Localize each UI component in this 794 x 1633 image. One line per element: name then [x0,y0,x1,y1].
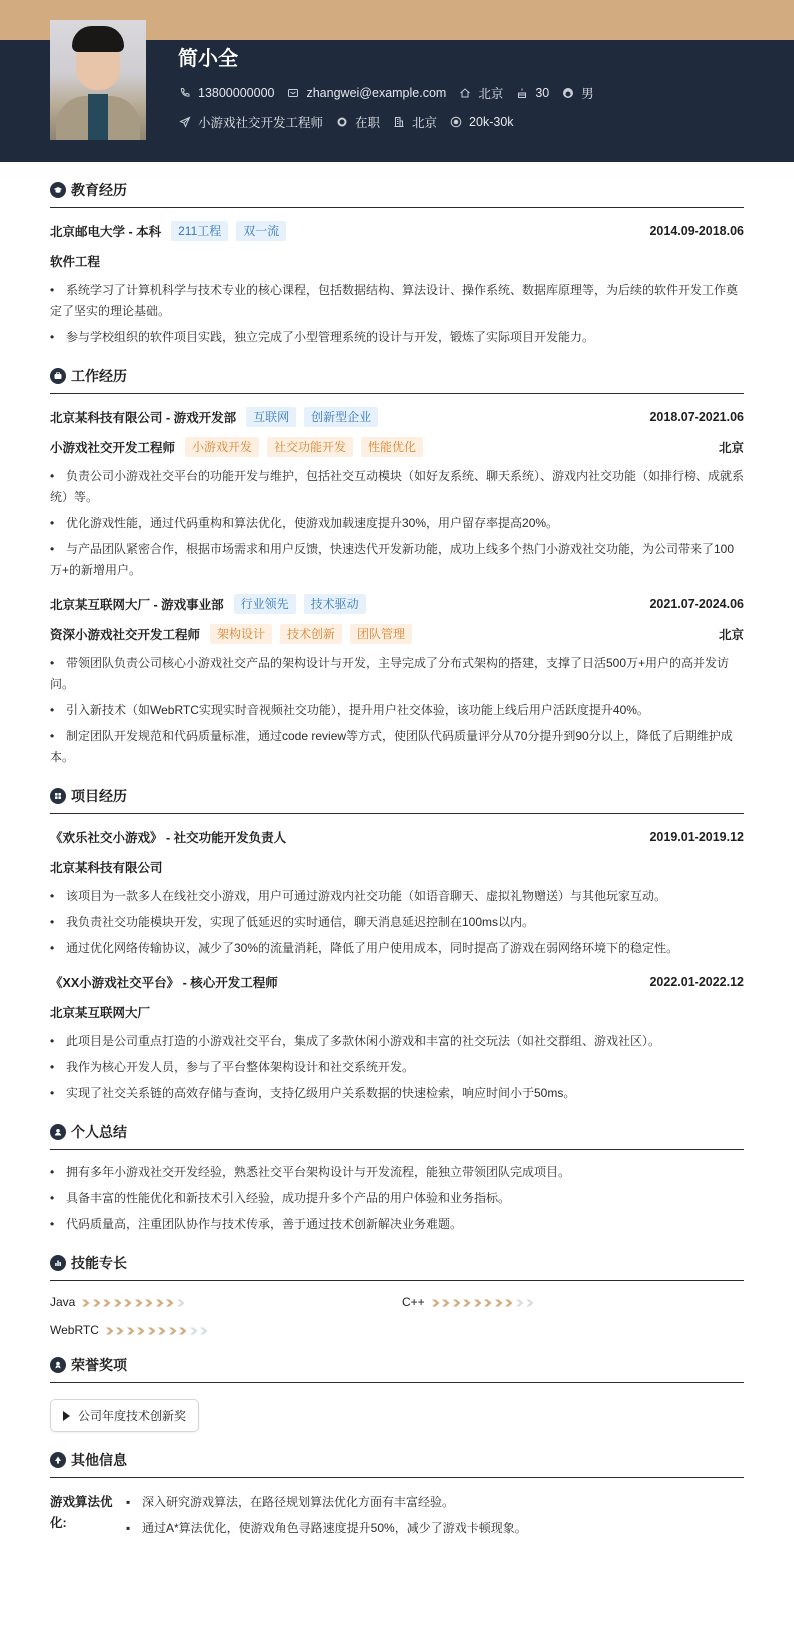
chevron-icon [115,1325,126,1335]
chevron-icon [113,1297,124,1307]
list-item: • 系统学习了计算机科学与技术专业的核心课程，包括数据结构、算法设计、操作系统、数据库原理等，为后续的软件开发工作奠定了坚实的理论基础。 [50,283,739,318]
chevron-icon [494,1297,505,1307]
section-title-text: 荣誉奖项 [71,1357,127,1373]
school-tag: 211工程 [171,221,228,241]
mail-icon [286,86,300,100]
list-item: • 引入新技术（如WebRTC实现实时音视频社交功能），提升用户社交体验，该功能上线后用户活跃度提升40%。 [50,703,649,717]
skills-section [50,1253,744,1337]
chevron-icon [483,1297,494,1307]
list-item: • 该项目为一款多人在线社交小游戏，用户可通过游戏内社交功能（如语音聊天、虚拟礼物赠送）与其他玩家互动。 [50,889,667,903]
gender-info [561,84,594,102]
section-heading [50,1355,744,1383]
section-heading [50,786,744,814]
photo-hair [72,26,124,52]
education-bullets [50,280,744,348]
project-bullets [50,886,744,959]
work-location: 北京 [718,628,744,642]
company-tag: 创新型企业 [304,407,378,427]
summary-bullets [50,1162,744,1235]
chevron-icon [81,1297,92,1307]
list-item: • 参与学校组织的软件项目实践，独立完成了小型管理系统的设计与开发，锻炼了实际项目开发能力。 [50,330,595,344]
city-text: 北京 [478,87,504,101]
send-icon [178,115,192,129]
project-entry [50,826,744,959]
awards-section [50,1355,744,1432]
graduation-cap-icon [50,182,66,198]
briefcase-icon [50,368,66,384]
section-title-text: 工作经历 [71,368,127,384]
chevron-icon [105,1325,116,1335]
skill-level-chevrons [81,1297,186,1307]
position-info [178,113,323,131]
candidate-name: 简小全 [178,48,238,70]
skill-name: WebRTC [50,1323,99,1337]
age-text: 30 [535,86,550,100]
home-icon [458,86,472,100]
education-period: 2014.09-2018.06 [649,224,744,238]
status-text: 在职 [355,116,381,130]
email-text: zhangwei@example.com [306,86,447,100]
school-tag: 双一流 [236,221,286,241]
section-title-text: 技能专长 [71,1255,127,1271]
chevron-icon [462,1297,473,1307]
phone-info [178,86,274,100]
skill-name: Java [50,1295,76,1309]
work-entry [50,593,744,768]
job-info-row [178,113,526,131]
status-info [335,113,380,131]
list-item: • 实现了社交关系链的高效存储与查询，支持亿级用户关系数据的快速检索，响应时间小于50ms。 [50,1086,576,1100]
list-item: • 通过优化网络传输协议，减少了30%的流量消耗，降低了用户使用成本，同时提高了游戏在弱网络环境下的稳定性。 [50,941,679,955]
section-heading [50,366,744,394]
work-city-info [392,113,437,131]
list-item: • 我负责社交功能模块开发，实现了低延迟的实时通信，聊天消息延迟控制在100ms以内。 [50,915,535,929]
chevron-icon [176,1297,187,1307]
major: 软件工程 [50,255,101,269]
company-tag: 技术驱动 [304,594,366,614]
project-entry [50,971,744,1104]
other-section [50,1450,744,1544]
work-entry [50,406,744,581]
role-tag: 团队管理 [350,624,412,644]
company-tag: 行业领先 [234,594,296,614]
chevron-icon [123,1297,134,1307]
chevron-icon [199,1325,210,1335]
chevron-icon [431,1297,442,1307]
profile-header [0,40,794,162]
chevron-icon [168,1325,179,1335]
list-item: • 优化游戏性能，通过代码重构和算法优化，使游戏加载速度提升30%，用户留存率提高20%。 [50,516,559,530]
building-icon [392,115,406,129]
project-name: 《XX小游戏社交平台》 - 核心开发工程师 [50,976,278,990]
company-tag: 互联网 [246,407,296,427]
age-icon [515,86,529,100]
chevron-icon [157,1325,168,1335]
work-section [50,366,744,768]
work-period: 2021.07-2024.06 [649,597,744,611]
other-info-item [50,1492,744,1544]
phone-text: 13800000000 [198,86,275,100]
chevron-icon [189,1325,200,1335]
chevron-icon [473,1297,484,1307]
work-city-text: 北京 [412,116,438,130]
skill-name: C++ [402,1295,425,1309]
list-item: • 代码质量高，注重团队协作与技术传承，善于通过技术创新解决业务难题。 [50,1217,463,1231]
age-info [515,86,549,100]
role-tag: 性能优化 [361,437,423,457]
list-item: • 带领团队负责公司核心小游戏社交产品的架构设计与开发，主导完成了分布式架构的搭建，支撑了日活500万+用户的高并发访问。 [50,656,730,691]
section-title-text: 教育经历 [71,182,127,198]
work-period: 2018.07-2021.06 [649,410,744,424]
project-company: 北京某互联网大厂 [50,1006,151,1020]
user-icon [50,1124,66,1140]
list-item: ▪ 通过A*算法优化，使游戏角色寻路速度提升50%，减少了游戏卡顿现象。 [126,1521,527,1535]
section-heading [50,1253,744,1281]
chevron-icon [102,1297,113,1307]
gender-text: 男 [581,87,594,101]
role-tag: 社交功能开发 [267,437,353,457]
other-info-bullets [126,1492,527,1544]
bar-chart-icon [50,1255,66,1271]
award-icon [50,1357,66,1373]
list-item: • 拥有多年小游戏社交开发经验，熟悉社交平台架构设计与开发流程，能独立带领团队完成项目。 [50,1165,571,1179]
photo-shirt [88,94,108,140]
section-title-text: 项目经历 [71,788,127,804]
skills-grid [50,1295,744,1337]
phone-icon [178,86,192,100]
chevron-icon [144,1297,155,1307]
role-tag: 技术创新 [280,624,342,644]
projects-section [50,786,744,1104]
summary-section [50,1122,744,1235]
list-item: • 此项目是公司重点打造的小游戏社交平台，集成了多款休闲小游戏和丰富的社交玩法（如社交群组、游戏社区）。 [50,1034,661,1048]
skill-level-chevrons [431,1297,536,1307]
list-item: • 我作为核心开发人员，参与了平台整体架构设计和社交系统开发。 [50,1060,415,1074]
chevron-icon [515,1297,526,1307]
list-item: • 负责公司小游戏社交平台的功能开发与维护，包括社交互动模块（如好友系统、聊天系统）、游戏内社交功能（如排行榜、成就系统）等。 [50,469,745,504]
education-section [50,180,744,348]
section-heading [50,1122,744,1150]
salary-text: 20k-30k [469,115,514,129]
section-heading [50,1450,744,1478]
section-title-text: 其他信息 [71,1452,127,1468]
chevron-icon [147,1325,158,1335]
expand-triangle-icon [63,1411,70,1421]
skill-item [402,1295,744,1309]
project-bullets [50,1031,744,1104]
chevron-icon [441,1297,452,1307]
role-tag: 架构设计 [210,624,272,644]
education-entry [50,220,744,348]
avatar-photo [50,20,146,140]
grid-icon [50,788,66,804]
other-info-label: 游戏算法优化: [50,1495,113,1530]
role-tag: 小游戏开发 [185,437,259,457]
work-bullets [50,653,744,768]
job-role: 小游戏社交开发工程师 [50,441,176,455]
award-item[interactable] [50,1399,199,1432]
chevron-icon [92,1297,103,1307]
city-info [458,84,503,102]
chevron-icon [178,1325,189,1335]
chevron-icon [136,1325,147,1335]
list-item: • 与产品团队紧密合作，根据市场需求和用户反馈，快速迭代开发新功能，成功上线多个热门小游戏社交功能，为公司带来了100万+的新增用户。 [50,542,735,577]
school-name: 北京邮电大学 - 本科 [50,225,162,239]
chevron-icon [525,1297,536,1307]
skill-level-chevrons [105,1325,210,1335]
company-name: 北京某互联网大厂 - 游戏事业部 [50,598,224,612]
chevron-icon [504,1297,515,1307]
position-text: 小游戏社交开发工程师 [198,116,324,130]
project-company: 北京某科技有限公司 [50,861,163,875]
project-period: 2022.01-2022.12 [649,975,744,989]
company-name: 北京某科技有限公司 - 游戏开发部 [50,411,237,425]
status-icon [335,115,349,129]
chevron-icon [134,1297,145,1307]
skill-item [50,1323,402,1337]
tree-icon [50,1452,66,1468]
project-period: 2019.01-2019.12 [649,830,744,844]
work-location: 北京 [718,441,744,455]
list-item: • 具备丰富的性能优化和新技术引入经验，成功提升多个产品的用户体验和业务指标。 [50,1191,511,1205]
award-name: 公司年度技术创新奖 [78,1409,187,1423]
list-item: • 制定团队开发规范和代码质量标准，通过code review等方式，使团队代码质量评分从70分提升到90分以上，降低了后期维护成本。 [50,729,733,764]
email-info [286,86,446,100]
section-heading [50,180,744,208]
skill-item [50,1295,402,1309]
chevron-icon [452,1297,463,1307]
work-bullets [50,466,744,581]
chevron-icon [126,1325,137,1335]
chevron-icon [165,1297,176,1307]
contact-row [178,84,606,102]
salary-icon [449,115,463,129]
list-item: ▪ 深入研究游戏算法，在路径规划算法优化方面有丰富经验。 [126,1495,455,1509]
gender-icon [561,86,575,100]
job-role: 资深小游戏社交开发工程师 [50,628,201,642]
salary-info [449,115,513,129]
chevron-icon [155,1297,166,1307]
project-name: 《欢乐社交小游戏》 - 社交功能开发负责人 [50,831,287,845]
section-title-text: 个人总结 [71,1124,127,1140]
